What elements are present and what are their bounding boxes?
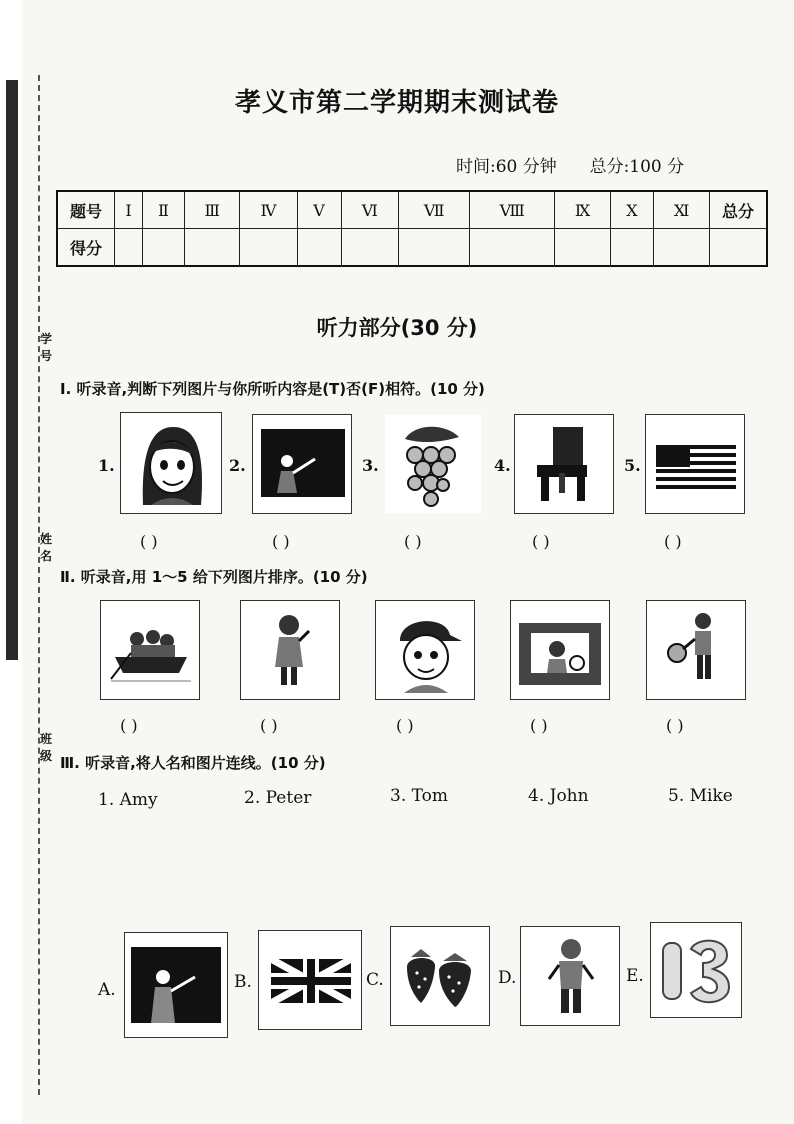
score-cell[interactable] [654,229,710,267]
q1-item-number: 2. [229,456,246,475]
us-flag-icon [645,414,745,514]
exam-meta [456,152,684,177]
boat-rowing-icon [100,600,200,700]
col-5: Ⅴ [297,191,341,229]
q2-answer-blank[interactable]: ( ) [530,716,548,735]
col-8: Ⅷ [470,191,555,229]
teacher-blackboard-icon [124,932,228,1038]
q1-item-number: 1. [98,456,115,475]
q1-item-number: 5. [624,456,641,475]
binding-strip [0,0,22,1124]
q3-name-tom: 3. Tom [390,786,448,806]
score-table-score-row [57,229,767,267]
boy-cap-icon [375,600,475,700]
teacher-blackboard-icon [252,414,352,514]
strawberries-icon [390,926,490,1026]
col-2: Ⅱ [143,191,185,229]
q3-name-amy: 1. Amy [98,790,158,810]
col-1: Ⅰ [115,191,143,229]
q1-answer-blank[interactable]: ( ) [272,532,290,551]
score-cell[interactable] [297,229,341,267]
score-cell-total[interactable] [710,229,768,267]
boy-basketball-icon [646,600,746,700]
q3-option-letter: C. [366,970,384,990]
car-driver-icon [510,600,610,700]
q2-answer-blank[interactable]: ( ) [120,716,138,735]
score-cell[interactable] [143,229,185,267]
score-cell[interactable] [555,229,611,267]
q1-item-number: 4. [494,456,511,475]
q1-answer-blank[interactable]: ( ) [404,532,422,551]
girl-standing-icon [240,600,340,700]
listening-section-title: 听力部分(30 分) [316,316,478,340]
chair-icon [514,414,614,514]
q1-item-number: 3. [362,456,379,475]
score-cell[interactable] [399,229,470,267]
col-9: Ⅸ [555,191,611,229]
q3-name-peter: 2. Peter [244,788,312,808]
col-4: Ⅳ [240,191,297,229]
uk-flag-icon [258,930,362,1030]
score-cell[interactable] [341,229,399,267]
q2-answer-blank[interactable]: ( ) [396,716,414,735]
time-limit: 时间:60 分钟 [456,157,557,177]
score-cell[interactable] [115,229,143,267]
binding-edge [6,80,18,660]
grapes-icon [384,414,482,514]
q2-answer-blank[interactable]: ( ) [666,716,684,735]
side-label-class: 班级 [40,732,53,763]
cut-line [38,75,40,1095]
boy-standing-icon [520,926,620,1026]
total-score: 总分:100 分 [589,157,685,177]
q1-answer-blank[interactable]: ( ) [532,532,550,551]
side-label-name: 姓名 [40,532,53,563]
girl-face-icon [120,412,222,514]
col-total: 总分 [710,191,768,229]
score-cell[interactable] [470,229,555,267]
score-cell[interactable] [610,229,653,267]
q3-option-letter: A. [98,980,116,1000]
col-11: Ⅺ [654,191,710,229]
q3-heading: Ⅲ. 听录音,将人名和图片连线。(10 分) [60,754,326,772]
side-label-student-id: 学号 [40,332,53,363]
score-cell[interactable] [184,229,240,267]
col-10: Ⅹ [610,191,653,229]
row-label-question: 题号 [57,191,115,229]
q2-heading: Ⅱ. 听录音,用 1～5 给下列图片排序。(10 分) [60,568,368,586]
row-label-score: 得分 [57,229,115,267]
number-thirteen-icon [650,922,742,1018]
q2-answer-blank[interactable]: ( ) [260,716,278,735]
score-table [56,190,768,267]
q1-answer-blank[interactable]: ( ) [664,532,682,551]
q1-answer-blank[interactable]: ( ) [140,532,158,551]
col-6: Ⅵ [341,191,399,229]
score-table-header-row [57,191,767,229]
col-3: Ⅲ [184,191,240,229]
col-7: Ⅶ [399,191,470,229]
q3-option-letter: B. [234,972,252,992]
q3-option-letter: E. [626,966,644,986]
q3-option-letter: D. [498,968,517,988]
q1-heading: Ⅰ. 听录音,判断下列图片与你所听内容是(T)否(F)相符。(10 分) [60,380,485,398]
q3-name-john: 4. John [528,786,589,806]
q3-name-mike: 5. Mike [668,786,733,806]
page-title: 孝义市第二学期期末测试卷 [234,88,559,118]
score-cell[interactable] [240,229,297,267]
